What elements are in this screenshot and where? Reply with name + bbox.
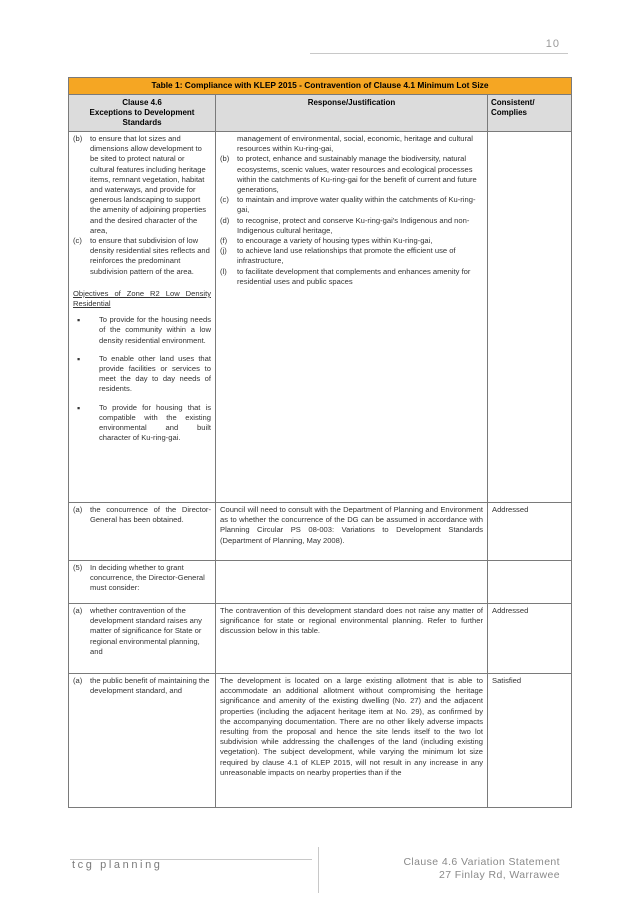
clause-item	[73, 606, 211, 657]
item-label: (b)	[73, 134, 83, 143]
item-text: to facilitate development that complements and enhances amenity for residential uses and public spaces	[237, 266, 471, 286]
consistent-cell	[488, 132, 572, 503]
clause-item	[73, 505, 211, 525]
table-row	[69, 674, 572, 808]
clause-item	[73, 676, 211, 696]
bullet-icon: ▪	[77, 353, 81, 364]
footer-address: 27 Finlay Rd, Warrawee	[438, 869, 560, 881]
clause-item	[73, 236, 211, 277]
aim-item	[220, 267, 483, 287]
clause-cell	[69, 604, 216, 674]
objective-text: To provide for housing that is compatible with the existing environmental and built character of Ku-ring-gai.	[99, 402, 211, 443]
item-label: (5)	[73, 563, 83, 572]
item-label: (a)	[73, 505, 83, 514]
item-text: to maintain and improve water quality within the catchments of Ku-ring-gai,	[237, 195, 476, 215]
objectives-list	[73, 315, 211, 443]
aim-item	[220, 236, 483, 246]
aim-item	[220, 195, 483, 215]
compliance-table	[68, 77, 572, 808]
item-label: (d)	[220, 215, 230, 225]
aim-item	[220, 154, 483, 195]
objective-text: To provide for the housing needs of the community within a low density residential environment.	[99, 315, 211, 345]
clause-cell	[69, 132, 216, 503]
header-rule	[310, 53, 568, 54]
response-cell	[216, 561, 488, 604]
item-text: to recognise, protect and conserve Ku-ring-gai's Indigenous and non-Indigenous cultural heritage,	[237, 215, 470, 235]
list-item	[73, 354, 211, 395]
footer-doc-title: Clause 4.6 Variation Statement	[403, 856, 560, 868]
column-header-clause	[69, 95, 216, 132]
column-header-consistent-text: Consistent/ Complies	[491, 98, 535, 117]
clause-cell	[69, 503, 216, 561]
column-header-consistent	[488, 95, 572, 132]
bullet-icon: ▪	[77, 402, 81, 413]
response-lead: management of environmental, social, economic, heritage and cultural resources within Ku-ring-gai,	[237, 134, 473, 154]
item-text: to ensure that subdivision of low density residential sites reflects and reinforces the predominant subdivision pattern of the area.	[90, 236, 210, 276]
response-cell: The development is located on a large existing allotment that is able to accommodate an additional allotment without compromising the heritage significance and amenity of the existing dwelling (No. 27) and the adjacent properties (including the adjacent heritage item at No. 29), as confirmed by the accompanying documentation. There are no other likely adverse impacts resulting from the proposal and hence the site lends itself to the two lot subdivision while addressing the challenges of the land (including existing vegetation). The subject development, while varying the minimum lot size required by clause 4.1 of KLEP 2015, will not result in any increase in any unreasonable impacts on nearby properties than if the	[216, 674, 488, 808]
aim-item	[220, 216, 483, 236]
item-text: to encourage a variety of housing types within Ku-ring-gai,	[237, 236, 433, 246]
item-label: (f)	[220, 236, 228, 246]
footer-brand: tcg planning	[72, 859, 163, 871]
clause-item	[73, 563, 211, 594]
clause-item	[73, 134, 211, 236]
clause-cell	[69, 561, 216, 604]
item-label: (a)	[73, 676, 83, 685]
item-text: to protect, enhance and sustainably manage the biodiversity, natural ecosystems, scenic values, water resources and ecological processes within the catchments of Ku-ring-gai for the benefit of current and future generations,	[237, 154, 477, 195]
consistent-cell: Addressed	[488, 503, 572, 561]
item-label: (b)	[220, 154, 230, 164]
response-cell	[216, 132, 488, 503]
objectives-heading: Objectives of Zone R2 Low Density Residential	[73, 288, 211, 309]
response-cell: The contravention of this development standard does not raise any matter of significance for state or regional environmental planning. Refer to further discussion below in this table.	[216, 604, 488, 674]
item-text: In deciding whether to grant concurrence, the Director-General must consider:	[90, 563, 205, 593]
footer-document-info	[403, 856, 560, 882]
consistent-cell: Addressed	[488, 604, 572, 674]
column-header-response: Response/Justification	[216, 95, 488, 132]
item-text: the concurrence of the Director-General has been obtained.	[90, 505, 211, 525]
item-label: (a)	[73, 606, 83, 615]
list-item	[73, 315, 211, 346]
table-row	[69, 561, 572, 604]
item-text: to achieve land use relationships that promote the efficient use of infrastructure,	[237, 246, 456, 266]
footer-divider	[318, 847, 319, 893]
consistent-cell	[488, 561, 572, 604]
item-label: (c)	[220, 195, 229, 205]
item-label: (c)	[73, 236, 82, 246]
list-item	[73, 403, 211, 444]
table-row	[69, 503, 572, 561]
column-header-clause-text: Clause 4.6 Exceptions to Development Standards	[89, 98, 195, 127]
bullet-icon: ▪	[77, 315, 81, 326]
clause-cell	[69, 674, 216, 808]
response-cell: Council will need to consult with the Department of Planning and Environment as to whether the concurrence of the DG can be assumed in accordance with Planning Circular PS 08-003: Variations to Development Standards (Department of Planning, May 2008).	[216, 503, 488, 561]
table-caption: Table 1: Compliance with KLEP 2015 - Contravention of Clause 4.1 Minimum Lot Size	[69, 78, 572, 95]
page-number: 10	[545, 38, 560, 50]
table-row	[69, 604, 572, 674]
item-text: to ensure that lot sizes and dimensions allow development to be sited to protect natural or cultural features including heritage items, remnant vegetation, habitat and waterways, and provide for generous landscaping to support the amenity of adjoining properties and the desired character of the area,	[90, 134, 207, 235]
objective-text: To enable other land uses that provide facilities or services to meet the day to day needs of residents.	[99, 353, 211, 394]
item-label: (j)	[220, 246, 227, 256]
table-row	[69, 132, 572, 503]
consistent-cell: Satisfied	[488, 674, 572, 808]
item-label: (l)	[220, 266, 227, 276]
item-text: whether contravention of the development standard raises any matter of significance for State or regional environmental planning, and	[90, 606, 202, 656]
item-text: the public benefit of maintaining the development standard, and	[90, 676, 210, 696]
aim-item	[220, 246, 483, 266]
